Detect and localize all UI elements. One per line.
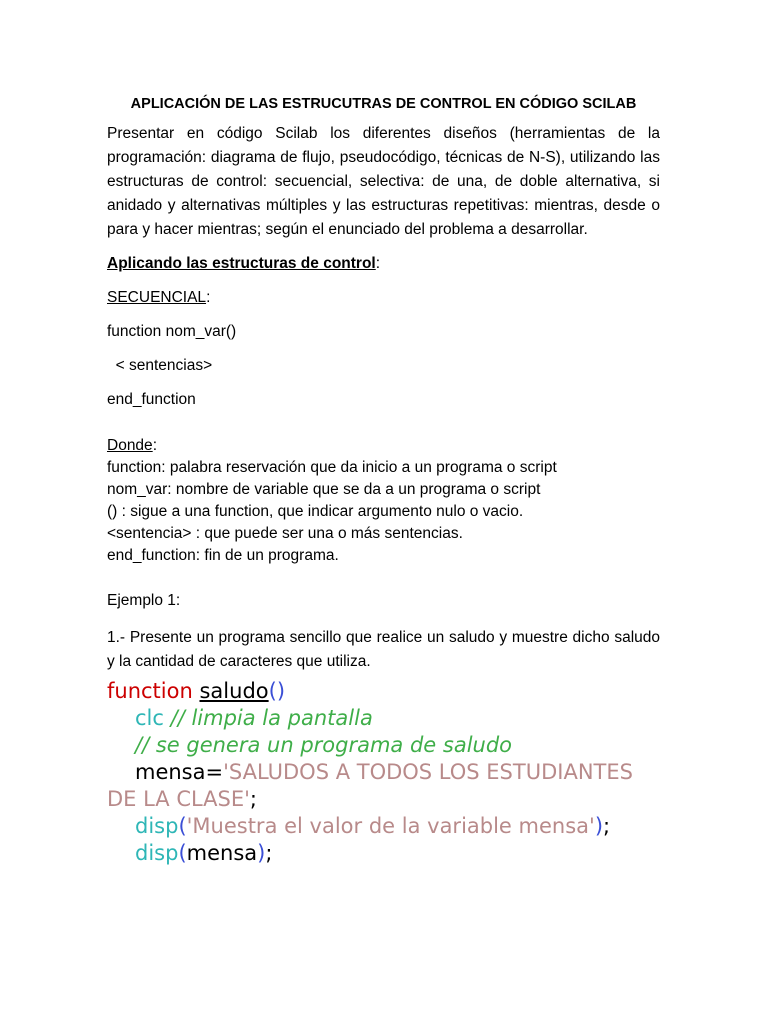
code-disp-2: disp [135,841,179,865]
definition-3: () : sigue a una function, que indicar argumento nulo o vacio. [107,503,524,520]
syntax-line-2: < sentencias> [107,357,213,374]
code-semicolon-3: ; [265,841,273,865]
secuencial-heading [107,286,660,310]
donde-colon: : [152,437,157,454]
definition-2: nom_var: nombre de variable que se da a un programa o script [107,481,541,498]
code-clc: clc [135,706,164,730]
syntax-line-1: function nom_var() [107,323,237,340]
code-line-comment [107,732,660,759]
secuencial-colon: : [206,289,211,306]
code-var-mensa: mensa [135,760,206,784]
code-line-function [107,678,660,705]
applying-heading-colon: : [375,255,381,272]
applying-heading-text: Aplicando las estructuras de control [107,255,376,272]
code-line-disp-1 [107,813,660,840]
code-close-paren-1: ) [594,814,604,838]
code-equals: = [205,760,224,784]
donde-heading [107,434,660,457]
code-line-assign [107,759,660,813]
code-comment-1: // limpia la pantalla [170,706,373,730]
example-text: 1.- Presente un programa sencillo que realice un saludo y muestre dicho saludo y la cantidad de caracteres que utiliza. [107,629,660,670]
code-semicolon-2: ; [603,814,611,838]
document-title: APLICACIÓN DE LAS ESTRUCUTRAS DE CONTROL EN CÓDIGO SCILAB [130,96,637,112]
code-close-paren-2: ) [257,841,266,865]
code-keyword-function: function [107,679,193,703]
syntax-line-3: end_function [107,391,196,408]
code-arg-mensa: mensa [186,841,258,865]
code-function-name: saludo [199,679,269,703]
code-string-saludos: 'SALUDOS A TODOS LOS ESTUDIANTES DE LA CLASE' [107,760,633,811]
secuencial-label: SECUENCIAL [107,289,207,306]
code-parens: () [268,679,286,703]
definition-4: <sentencia> : que puede ser una o más sentencias. [107,525,463,542]
code-open-paren-2: ( [178,841,187,865]
code-line-disp-2 [107,840,660,867]
donde-label: Donde [107,437,153,454]
applying-heading [107,252,660,276]
definition-5: end_function: fin de un programa. [107,547,339,564]
example-label: Ejemplo 1: [107,592,181,609]
code-block [107,678,660,867]
code-string-muestra: 'Muestra el valor de la variable mensa' [186,814,595,838]
document-body [107,92,660,867]
code-semicolon-1: ; [249,787,257,811]
code-open-paren-1: ( [178,814,187,838]
definition-1: function: palabra reservación que da inicio a un programa o script [107,459,557,476]
code-comment-2: // se genera un programa de saludo [135,733,513,757]
code-disp-1: disp [135,814,179,838]
code-line-clc [107,705,660,732]
intro-paragraph: Presentar en código Scilab los diferentes diseños (herramientas de la programación: diagrama de flujo, pseudocódigo, técnicas de N-S), utilizando las estructuras de control: secuencial, selectiva: de una, de doble alternativa, si anidado y alternativas múltiples y las estructuras repetitivas: mientras, desde o para y hacer mientras; según el enunciado del problema a desarrollar. [107,125,660,238]
